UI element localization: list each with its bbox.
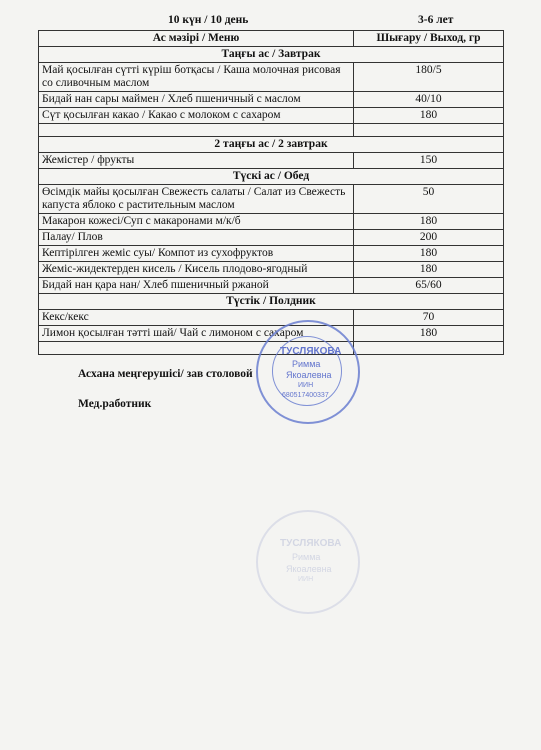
table-row [39,230,504,246]
table-row [39,92,504,108]
portion-cell: 180 [354,326,504,342]
empty-row [39,124,504,137]
portion-cell: 50 [354,185,504,214]
section-row [39,137,504,153]
official-stamp [256,320,360,424]
section-row [39,47,504,63]
empty-cell [354,342,504,355]
menu-table [38,30,504,355]
section-title: Түстік / Полдник [39,294,504,310]
table-row [39,185,504,214]
empty-cell [39,124,354,137]
dish-name-cell: Бидай нан қара нан/ Хлеб пшеничный ржаной [39,278,354,294]
table-row [39,214,504,230]
bleed-iin-label: ИИН [298,576,314,583]
section-title: Түскі ас / Обед [39,169,504,185]
stamp-number: 680517400337 [282,392,329,399]
table-row [39,278,504,294]
portion-cell: 150 [354,153,504,169]
section-title: 2 таңғы ас / 2 завтрак [39,137,504,153]
table-row [39,262,504,278]
dish-name-cell: Лимон қосылған тәтті шай/ Чай с лимоном с сахаром [39,326,354,342]
dish-name-cell: Өсімдік майы қосылған Свежесть салаты / Салат из Свежесть капуста яблоко с растительным маслом [39,185,354,214]
dish-name-cell: Макарон кожесі/Суп с макаронами м/к/б [39,214,354,230]
dish-name-cell: Май қосылған сүтті күріш ботқасы / Каша молочная рисовая со сливочным маслом [39,63,354,92]
dish-name-cell: Кептірілген жеміс суы/ Компот из сухофруктов [39,246,354,262]
table-row [39,63,504,92]
portion-cell: 200 [354,230,504,246]
portion-cell: 180 [354,262,504,278]
table-row [39,246,504,262]
column-header-menu: Ас мәзірі / Меню [39,31,354,47]
canteen-head-signature-label: Асхана меңгерушісі/ зав столовой [78,368,253,380]
dish-name-cell: Жеміс-жидектерден кисель / Кисель плодово-ягодный [39,262,354,278]
table-header-row [39,31,504,47]
bleed-patronymic: Якоалевна [286,564,332,574]
portion-cell: 70 [354,310,504,326]
stamp-first-name: Римма [292,359,321,369]
section-row [39,169,504,185]
bleed-surname: ТУСЛЯКОВА [280,538,342,549]
age-group: 3-6 лет [418,14,454,26]
column-header-output: Шығару / Выход, гр [354,31,504,47]
portion-cell: 180/5 [354,63,504,92]
stamp-patronymic: Якоалевна [286,370,332,380]
portion-cell: 180 [354,246,504,262]
table-row [39,108,504,124]
dish-name-cell: Палау/ Плов [39,230,354,246]
section-row [39,294,504,310]
dish-name-cell: Бидай нан сары маймен / Хлеб пшеничный с маслом [39,92,354,108]
dish-name-cell: Кекс/кекс [39,310,354,326]
day-title: 10 күн / 10 день [168,14,249,26]
medic-signature-label: Мед.работник [78,398,152,410]
menu-table-body [39,47,504,355]
dish-name-cell: Жемістер / фрукты [39,153,354,169]
portion-cell: 65/60 [354,278,504,294]
empty-cell [354,124,504,137]
dish-name-cell: Сүт қосылған какао / Какао с молоком с сахаром [39,108,354,124]
table-row [39,153,504,169]
stamp-bleed-through [256,510,360,614]
table-row [39,310,504,326]
stamp-surname: ТУСЛЯКОВА [280,346,342,357]
portion-cell: 180 [354,108,504,124]
bleed-first-name: Римма [292,552,321,562]
section-title: Таңғы ас / Завтрак [39,47,504,63]
portion-cell: 180 [354,214,504,230]
stamp-iin-label: ИИН [298,382,314,389]
portion-cell: 40/10 [354,92,504,108]
